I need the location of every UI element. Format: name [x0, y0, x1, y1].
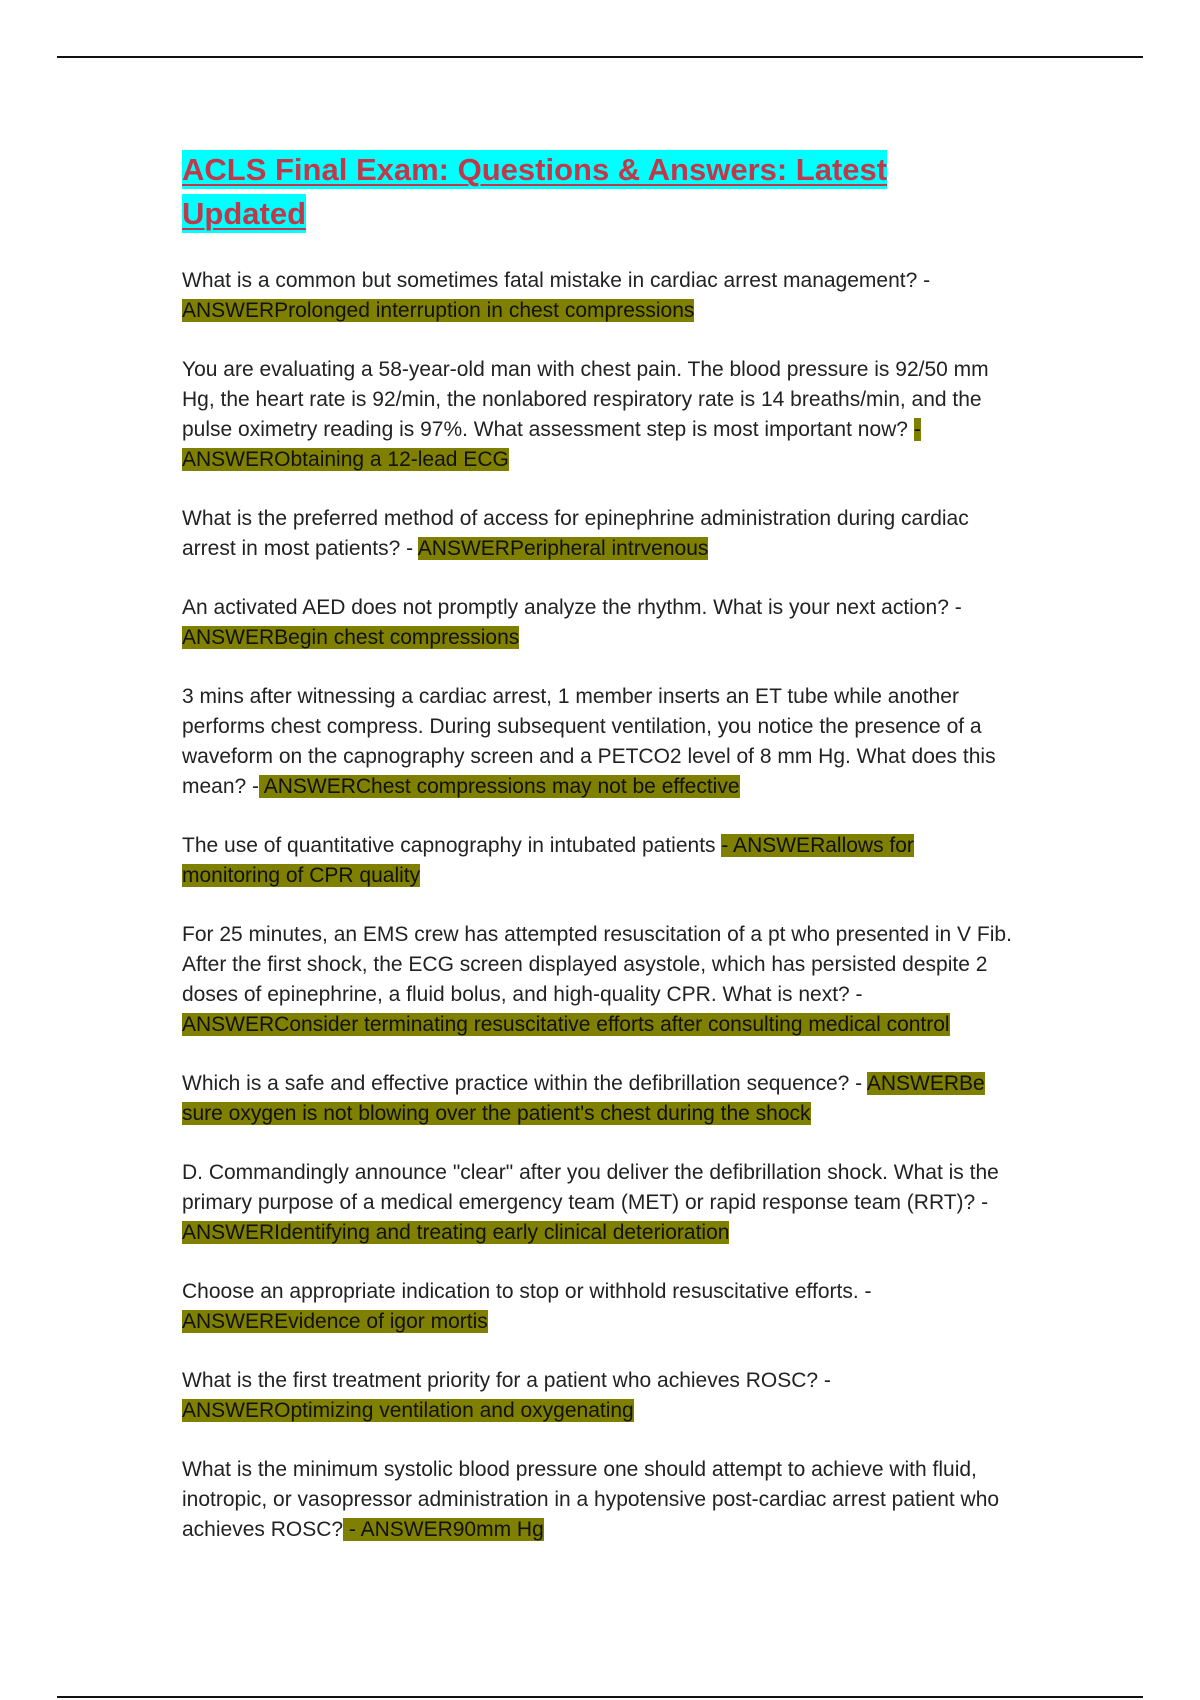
question-text: An activated AED does not promptly analyze the rhythm. What is your next action? -	[182, 596, 962, 619]
answer-highlight: ANSWERProlonged interruption in chest compressions	[182, 299, 695, 322]
answer-highlight: - ANSWERallows for monitoring of CPR quality	[182, 834, 914, 887]
answer-highlight: ANSWERPeripheral intrvenous	[417, 537, 709, 560]
question-text: What is the first treatment priority for a patient who achieves ROSC? -	[182, 1369, 831, 1392]
question-text: Choose an appropriate indication to stop or withhold resuscitative efforts. -	[182, 1280, 872, 1303]
title-block	[182, 148, 1012, 236]
document-title: ACLS Final Exam: Questions & Answers: Latest Updated	[182, 152, 888, 231]
question-text: What is the minimum systolic blood pressure one should attempt to achieve with fluid, inotropic, or vasopressor administration in a hypotensive post-cardiac arrest patient who achieves ROSC?	[182, 1458, 1000, 1541]
qa-item	[182, 831, 1012, 891]
header-rule	[57, 56, 1143, 58]
question-text: 3 mins after witnessing a cardiac arrest, 1 member inserts an ET tube while another performs chest compress. During subsequent ventilation, you notice the presence of a waveform on the capnography screen and a PETCO2 level of 8 mm Hg. What does this mean? -	[182, 685, 996, 798]
question-text: Which is a safe and effective practice within the defibrillation sequence? -	[182, 1072, 867, 1095]
document-body	[182, 148, 1012, 1574]
question-text: For 25 minutes, an EMS crew has attempted resuscitation of a pt who presented in V Fib. After the first shock, the ECG screen displayed asystole, which has persisted despite 2 doses of epinephrine, a fluid bolus, and high-quality CPR. What is next? -	[182, 923, 1012, 1006]
answer-highlight: - ANSWER90mm Hg	[343, 1518, 544, 1541]
qa-item	[182, 1277, 1012, 1337]
answer-highlight: ANSWERBe sure oxygen is not blowing over the patient's chest during the shock	[182, 1072, 985, 1125]
qa-item	[182, 1455, 1012, 1545]
footer-rule	[57, 1696, 1143, 1698]
qa-item	[182, 593, 1012, 653]
qa-item	[182, 920, 1012, 1040]
qa-item	[182, 355, 1012, 475]
question-text: D. Commandingly announce "clear" after you deliver the defibrillation shock. What is the primary purpose of a medical emergency team (MET) or rapid response team (RRT)? -	[182, 1161, 999, 1214]
question-text: You are evaluating a 58-year-old man with chest pain. The blood pressure is 92/50 mm Hg, the heart rate is 92/min, the nonlabored respiratory rate is 14 breaths/min, and the pulse oximetry reading is 97%. What assessment step is most important now?	[182, 358, 989, 441]
answer-highlight: ANSWERConsider terminating resuscitative efforts after consulting medical control	[182, 1013, 950, 1036]
answer-highlight: ANSWERChest compressions may not be effective	[259, 775, 740, 798]
answer-highlight: ANSWERBegin chest compressions	[182, 626, 520, 649]
answer-highlight: ANSWEREvidence of igor mortis	[182, 1310, 488, 1333]
qa-item	[182, 1069, 1012, 1129]
qa-item	[182, 1158, 1012, 1248]
qa-item	[182, 1366, 1012, 1426]
qa-item	[182, 504, 1012, 564]
question-text: What is a common but sometimes fatal mistake in cardiac arrest management? -	[182, 269, 931, 292]
answer-highlight: - ANSWERObtaining a 12-lead ECG	[182, 418, 921, 471]
question-text: The use of quantitative capnography in intubated patients	[182, 834, 722, 857]
qa-item	[182, 266, 1012, 326]
answer-highlight: ANSWEROptimizing ventilation and oxygenating	[182, 1399, 634, 1422]
qa-item	[182, 682, 1012, 802]
answer-highlight: ANSWERIdentifying and treating early clinical deterioration	[182, 1221, 730, 1244]
question-text: What is the preferred method of access for epinephrine administration during cardiac arrest in most patients? -	[182, 507, 969, 560]
